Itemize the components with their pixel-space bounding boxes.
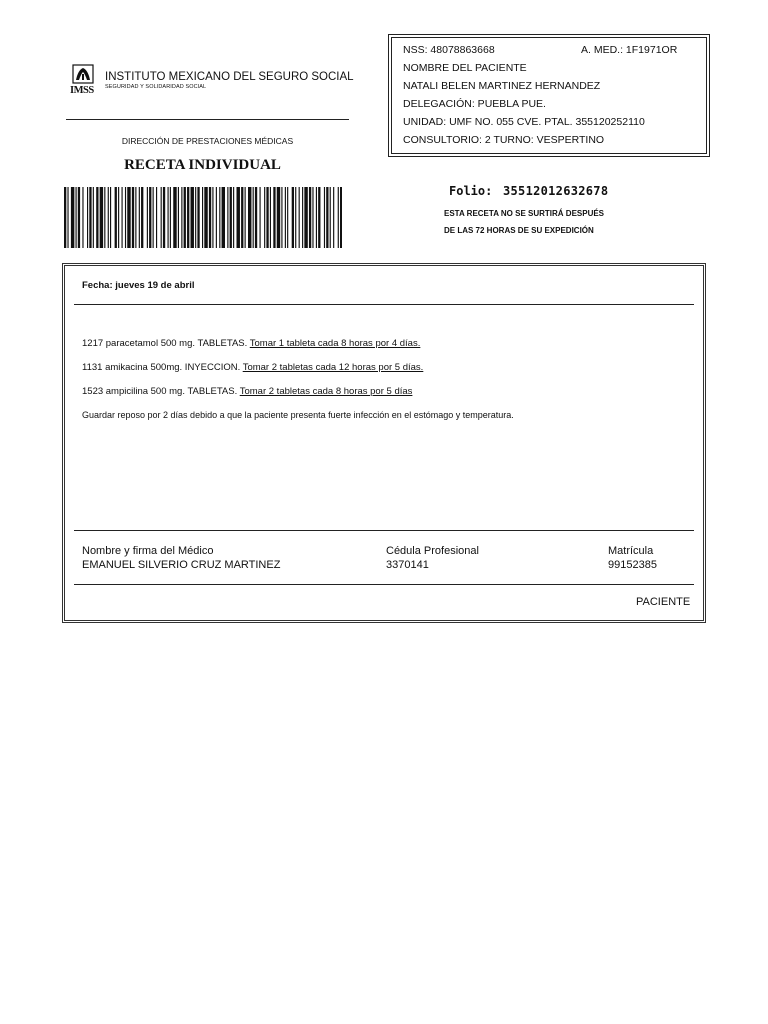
matricula-label: Matrícula	[608, 545, 654, 557]
medication-drug: 1217 paracetamol 500 mg. TABLETAS.	[82, 338, 248, 349]
doctor-name: EMANUEL SILVERIO CRUZ MARTINEZ	[82, 559, 281, 571]
nss-field: NSS: 48078863668	[403, 44, 495, 56]
institution-tagline: SEGURIDAD Y SOLIDARIDAD SOCIAL	[105, 84, 207, 90]
medication-line	[82, 362, 423, 373]
expiry-warning-line2: DE LAS 72 HORAS DE SU EXPEDICIÓN	[444, 226, 594, 235]
date-divider	[74, 304, 694, 305]
signature-divider-top	[74, 530, 694, 531]
patient-name-label: NOMBRE DEL PACIENTE	[403, 62, 527, 74]
document-title: RECETA INDIVIDUAL	[124, 157, 281, 173]
unidad-field: UNIDAD: UMF NO. 055 CVE. PTAL. 355120252110	[403, 116, 645, 128]
matricula-value: 99152385	[608, 559, 657, 571]
medical-note: Guardar reposo por 2 días debido a que la paciente presenta fuerte infección en el estómago y temperatura.	[82, 410, 514, 420]
a-med-field: A. MED.: 1F1971OR	[581, 44, 678, 56]
direccion-label: DIRECCIÓN DE PRESTACIONES MÉDICAS	[121, 136, 294, 146]
consultorio-field: CONSULTORIO: 2 TURNO: VESPERTINO	[403, 134, 605, 146]
medication-instructions: Tomar 1 tableta cada 8 horas por 4 días.	[249, 338, 421, 349]
prescription-date: Fecha: jueves 19 de abril	[82, 280, 195, 291]
folio-number: 35512012632678	[503, 184, 609, 198]
folio-label: Folio:	[449, 184, 493, 198]
barcode	[64, 187, 342, 248]
medication-drug: 1523 ampicilina 500 mg. TABLETAS.	[82, 386, 238, 397]
copy-label: PACIENTE	[636, 596, 691, 608]
cedula-label: Cédula Profesional	[386, 545, 479, 557]
medication-instructions: Tomar 2 tabletas cada 8 horas por 5 días	[239, 386, 413, 397]
logo-text: IMSS	[70, 85, 94, 96]
signature-divider-bottom	[74, 584, 694, 585]
medication-line	[82, 338, 420, 349]
patient-name: NATALI BELEN MARTINEZ HERNANDEZ	[403, 80, 601, 92]
patient-info-box	[391, 37, 707, 154]
imss-logo	[70, 64, 98, 98]
expiry-warning-line1: ESTA RECETA NO SE SURTIRÁ DESPUÉS	[444, 209, 605, 218]
medication-drug: 1131 amikacina 500mg. INYECCION.	[82, 362, 241, 373]
medication-line	[82, 386, 412, 397]
cedula-value: 3370141	[386, 559, 429, 571]
medication-instructions: Tomar 2 tabletas cada 12 horas por 5 días.	[242, 362, 424, 373]
delegacion-field: DELEGACIÓN: PUEBLA PUE.	[403, 98, 546, 110]
doctor-signature-label: Nombre y firma del Médico	[82, 545, 214, 557]
header-divider	[66, 119, 349, 120]
institution-name: INSTITUTO MEXICANO DEL SEGURO SOCIAL	[105, 71, 354, 83]
